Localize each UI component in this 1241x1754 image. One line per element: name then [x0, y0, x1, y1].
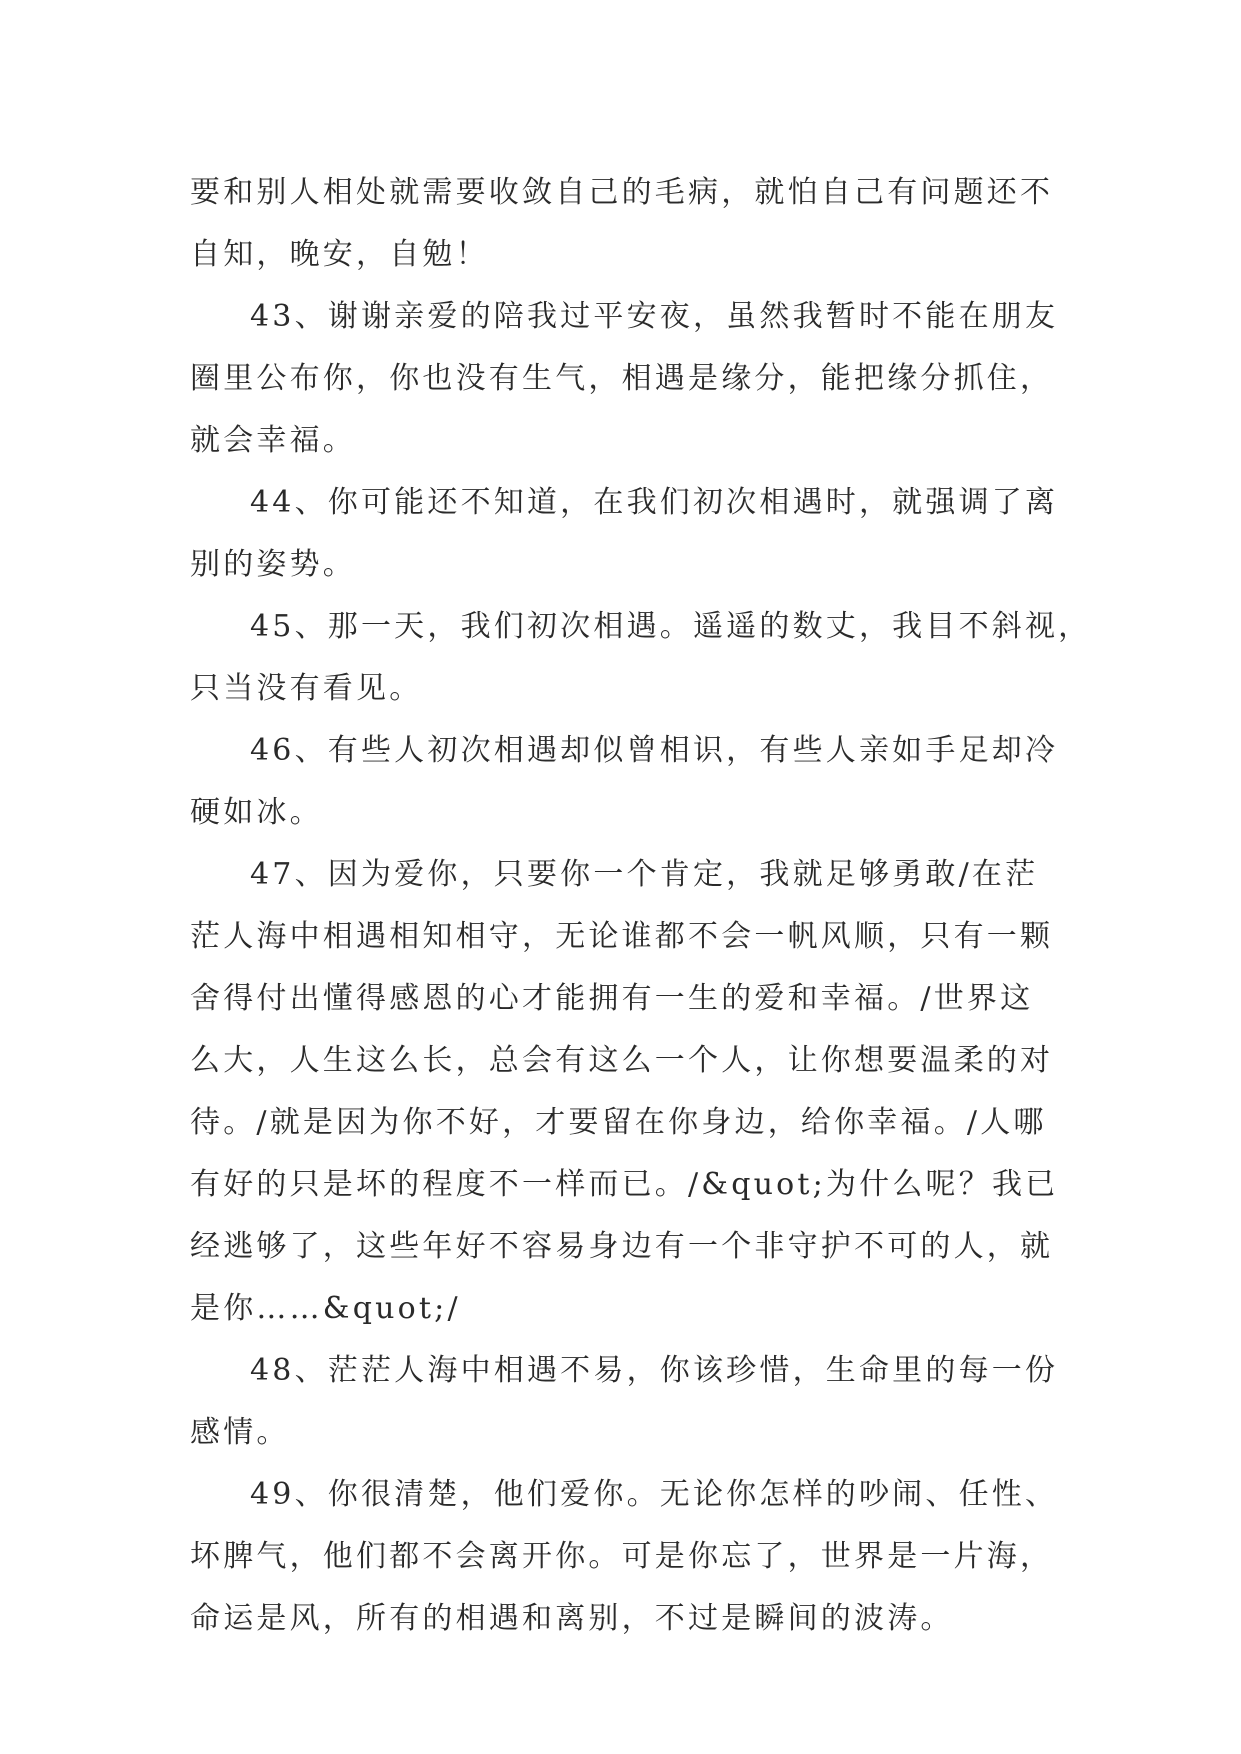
- paragraph-45-line-2: 只当没有看见。: [190, 671, 423, 706]
- paragraph-47-line-6: 有好的只是坏的程度不一样而已。/&quot;为什么呢？我已: [190, 1167, 1059, 1202]
- paragraph-47-line-4: 么大，人生这么长，总会有这么一个人，让你想要温柔的对: [190, 1043, 1054, 1078]
- paragraph-43-line-2: 圈里公布你，你也没有生气，相遇是缘分，能把缘分抓住，: [190, 361, 1054, 396]
- text-line-1: 要和别人相处就需要收敛自己的毛病，就怕自己有问题还不: [190, 175, 1054, 210]
- paragraph-45-line-1: 45、那一天，我们初次相遇。遥遥的数丈，我目不斜视，: [250, 609, 1092, 644]
- paragraph-48-line-1: 48、茫茫人海中相遇不易，你该珍惜，生命里的每一份: [250, 1353, 1059, 1388]
- document-body: [190, 162, 1092, 1650]
- paragraph-48-line-2: 感情。: [190, 1415, 290, 1450]
- paragraph-44-line-1: 44、你可能还不知道，在我们初次相遇时，就强调了离: [250, 485, 1059, 520]
- paragraph-49-line-1: 49、你很清楚，他们爱你。无论你怎样的吵闹、任性、: [250, 1477, 1059, 1512]
- paragraph-47-line-5: 待。/就是因为你不好，才要留在你身边，给你幸福。/人哪: [190, 1105, 1047, 1140]
- paragraph-49-line-2: 坏脾气，他们都不会离开你。可是你忘了，世界是一片海，: [190, 1539, 1054, 1574]
- paragraph-47-line-1: 47、因为爱你，只要你一个肯定，我就足够勇敢/在茫: [250, 857, 1039, 892]
- paragraph-47-line-3: 舍得付出懂得感恩的心才能拥有一生的爱和幸福。/世界这: [190, 981, 1034, 1016]
- text-line-2: 自知，晚安，自勉！: [190, 237, 489, 272]
- paragraph-44-line-2: 别的姿势。: [190, 547, 356, 582]
- paragraph-47-line-7: 经逃够了，这些年好不容易身边有一个非守护不可的人，就: [190, 1229, 1054, 1264]
- paragraph-46-line-2: 硬如冰。: [190, 795, 323, 830]
- paragraph-43-line-1: 43、谢谢亲爱的陪我过平安夜，虽然我暂时不能在朋友: [250, 299, 1059, 334]
- paragraph-47-line-2: 茫人海中相遇相知相守，无论谁都不会一帆风顺，只有一颗: [190, 919, 1054, 954]
- paragraph-47-line-8: 是你……&quot;/: [190, 1291, 461, 1326]
- paragraph-43-line-3: 就会幸福。: [190, 423, 356, 458]
- paragraph-46-line-1: 46、有些人初次相遇却似曾相识，有些人亲如手足却冷: [250, 733, 1059, 768]
- paragraph-49-line-3: 命运是风，所有的相遇和离别，不过是瞬间的波涛。: [190, 1601, 954, 1636]
